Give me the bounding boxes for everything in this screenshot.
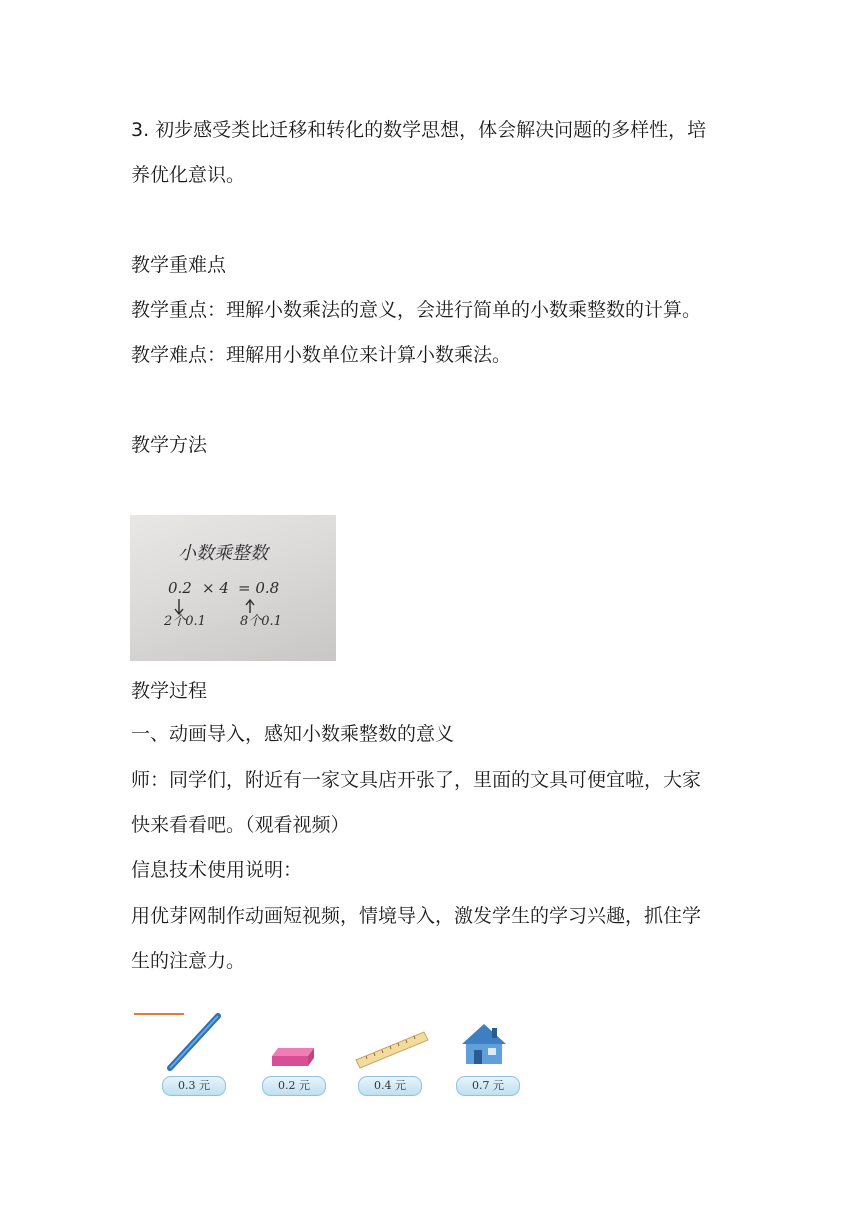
pen-icon — [158, 1010, 234, 1076]
ruler-item — [354, 1010, 430, 1096]
pencil-sharpener-item — [452, 1010, 528, 1096]
teacher-line-1: 师：同学们，附近有一家文具店开张了，里面的文具可便宜啦，大家 — [131, 769, 702, 791]
handwritten-equation-left: 0.2 — [168, 579, 192, 597]
eraser-icon — [258, 1010, 334, 1076]
price-tag-eraser: 0.2 元 — [262, 1076, 326, 1096]
handwritten-times: × 4 — [202, 579, 229, 597]
house-sharpener-icon — [452, 1010, 528, 1076]
price-tag-sharpener: 0.7 元 — [456, 1076, 520, 1096]
handwritten-right-note: 8个0.1 — [240, 614, 282, 629]
price-tag-pen: 0.3 元 — [162, 1076, 226, 1096]
tech-line-2: 生的注意力。 — [131, 950, 246, 972]
handwritten-equals: = 0.8 — [238, 579, 280, 597]
down-arrow-icon — [175, 599, 183, 614]
eraser-item — [258, 1010, 334, 1096]
ruler-icon — [354, 1010, 430, 1076]
goal-3-line-1: 3. 初步感受类比迁移和转化的数学思想，体会解决问题的多样性，培 — [131, 119, 707, 141]
price-tag-ruler: 0.4 元 — [358, 1076, 422, 1096]
keypoints-heading: 教学重难点 — [131, 254, 227, 276]
up-arrow-icon — [246, 600, 254, 613]
handwritten-title: 小数乘整数 — [178, 543, 268, 564]
handwritten-example-photo — [130, 515, 336, 661]
process-heading: 教学过程 — [131, 680, 208, 702]
key-point: 教学重点：理解小数乘法的意义，会进行简单的小数乘整数的计算。 — [131, 299, 702, 321]
teacher-line-2: 快来看看吧。（观看视频） — [131, 814, 350, 836]
pen-item — [158, 1010, 234, 1096]
section-1-title: 一、动画导入，感知小数乘整数的意义 — [131, 723, 455, 745]
tech-line-1: 用优芽网制作动画短视频，情境导入，激发学生的学习兴趣，抓住学 — [131, 905, 702, 927]
goal-3-line-2: 养优化意识。 — [131, 164, 246, 186]
method-heading: 教学方法 — [131, 434, 208, 456]
stationery-items — [130, 1010, 530, 1100]
handwritten-left-note: 2个0.1 — [164, 614, 206, 629]
tech-heading: 信息技术使用说明： — [131, 859, 303, 881]
difficulty-point: 教学难点：理解用小数单位来计算小数乘法。 — [131, 344, 512, 366]
